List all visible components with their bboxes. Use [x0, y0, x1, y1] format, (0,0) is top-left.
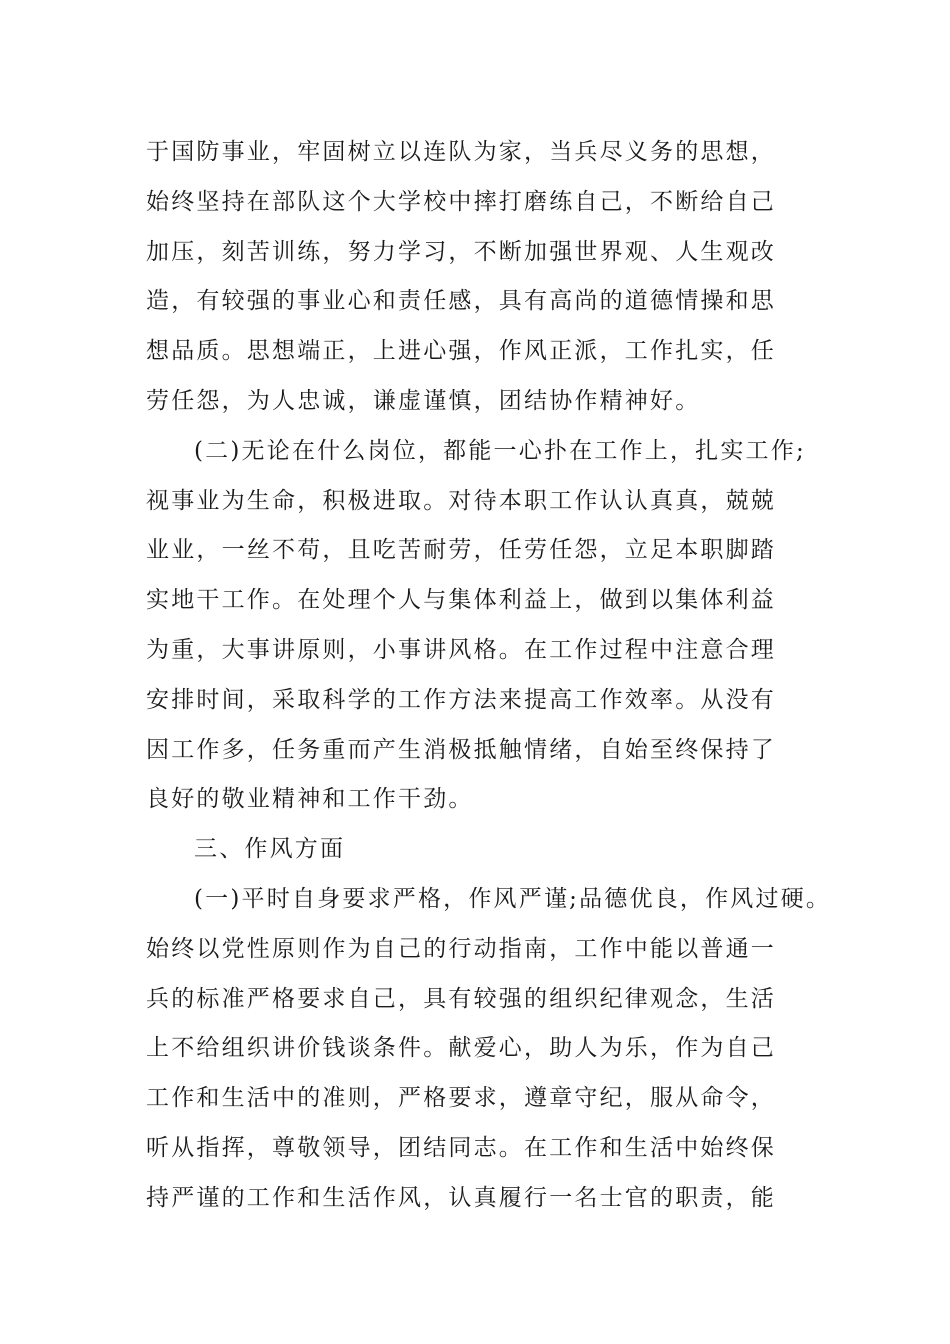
text-line: 听从指挥，尊敬领导，团结同志。在工作和生活中始终保 [146, 1134, 776, 1161]
text-line: 实地干工作。在处理个人与集体利益上，做到以集体利益 [146, 587, 776, 614]
text-line: 造，有较强的事业心和责任感，具有高尚的道德情操和思 [146, 288, 776, 315]
text-line: (一)平时自身要求严格，作风严谨;品德优良，作风过硬。 [194, 885, 832, 912]
text-line: 想品质。思想端正，上进心强，作风正派，工作扎实，任 [146, 338, 776, 365]
text-line: (二)无论在什么岗位，都能一心扑在工作上，扎实工作; [194, 437, 806, 464]
text-line: 工作和生活中的准则，严格要求，遵章守纪，服从命令， [146, 1085, 776, 1112]
text-line: 为重，大事讲原则，小事讲风格。在工作过程中注意合理 [146, 636, 776, 663]
document-body [146, 128, 846, 1224]
text-line: 劳任怨，为人忠诚，谦虚谨慎，团结协作精神好。 [146, 387, 701, 414]
text-line: 业业，一丝不苟，且吃苦耐劳，任劳任怨，立足本职脚踏 [146, 537, 776, 564]
text-line: 加压，刻苦训练，努力学习，不断加强世界观、人生观改 [146, 238, 776, 265]
text-line: 三、作风方面 [194, 836, 346, 863]
text-line: 兵的标准严格要求自己，具有较强的组织纪律观念，生活 [146, 985, 776, 1012]
text-line: 因工作多，任务重而产生消极抵触情绪，自始至终保持了 [146, 736, 776, 763]
text-line: 始终坚持在部队这个大学校中摔打磨练自己，不断给自己 [146, 188, 776, 215]
text-line: 始终以党性原则作为自己的行动指南，工作中能以普通一 [146, 935, 776, 962]
text-line: 良好的敬业精神和工作干劲。 [146, 786, 474, 813]
text-line: 持严谨的工作和生活作风，认真履行一名士官的职责，能 [146, 1184, 776, 1211]
text-line: 安排时间，采取科学的工作方法来提高工作效率。从没有 [146, 686, 776, 713]
text-line: 视事业为生命，积极进取。对待本职工作认认真真，兢兢 [146, 487, 776, 514]
text-line: 于国防事业，牢固树立以连队为家，当兵尽义务的思想， [146, 139, 776, 165]
text-line: 上不给组织讲价钱谈条件。献爱心，助人为乐，作为自己 [146, 1035, 776, 1062]
